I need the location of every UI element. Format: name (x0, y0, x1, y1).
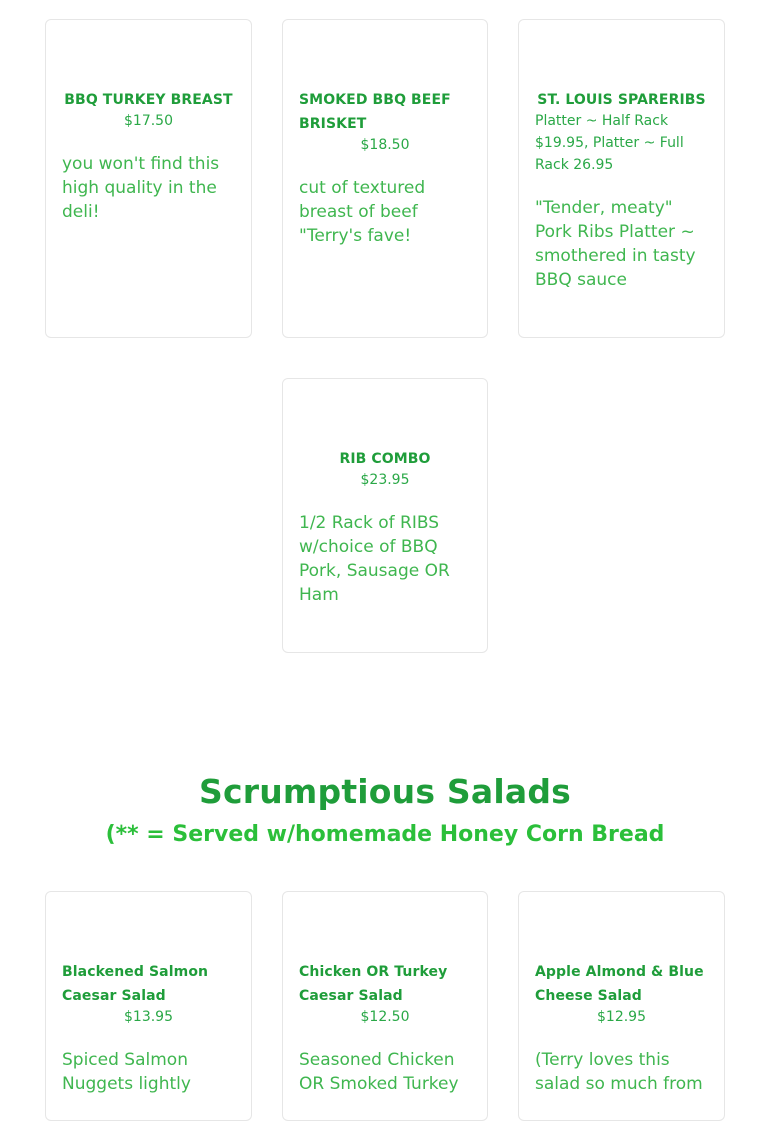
menu-item-title: RIB COMBO (339, 451, 431, 467)
menu-item-title: ST. LOUIS SPARERIBS (537, 92, 706, 108)
menu-item-description: you won't find this high quality in the deli! (62, 154, 220, 222)
menu-item-description: Seasoned Chicken OR Smoked Turkey (299, 1050, 459, 1094)
menu-item-title: BBQ TURKEY BREAST (64, 92, 233, 108)
menu-item-price: $17.50 (124, 113, 173, 129)
menu-item-description: "Tender, meaty" Pork Ribs Platter ~ smothered in tasty BBQ sauce (535, 198, 696, 290)
menu-item-description: 1/2 Rack of RIBS w/choice of BBQ Pork, Sausage OR Ham (299, 513, 450, 605)
section-subtitle: (** = Served w/homemade Honey Corn Bread (105, 822, 665, 847)
menu-item-description: Spiced Salmon Nuggets lightly (62, 1050, 191, 1094)
menu-item-price: $23.95 (360, 472, 410, 488)
menu-item-title: Blackened Salmon Caesar Salad (62, 964, 209, 1004)
menu-item-price: Platter ~ Half Rack $19.95, Platter ~ Full Rack 26.95 (535, 113, 684, 173)
menu-item-title: Apple Almond & Blue Cheese Salad (535, 964, 704, 1004)
menu-item-description: (Terry loves this salad so much from (535, 1050, 703, 1094)
menu-item-price: $12.95 (597, 1009, 646, 1025)
menu-item-card[interactable] (45, 891, 252, 1121)
menu-item-description: cut of textured breast of beef "Terry's fave! (299, 178, 426, 246)
menu-item-title: SMOKED BBQ BEEF BRISKET (299, 92, 451, 132)
menu-item-price: $12.50 (360, 1009, 410, 1025)
menu-item-title: Chicken OR Turkey Caesar Salad (299, 964, 448, 1004)
menu-item-price: $18.50 (360, 137, 410, 153)
menu-item-card[interactable] (282, 19, 488, 338)
menu-item-card[interactable] (518, 19, 725, 338)
menu-item-card[interactable] (45, 19, 252, 338)
menu-item-card[interactable] (282, 378, 488, 653)
menu-item-price: $13.95 (124, 1009, 173, 1025)
section-title: Scrumptious Salads (199, 772, 571, 811)
menu-item-card[interactable] (282, 891, 488, 1121)
menu-item-card[interactable] (518, 891, 725, 1121)
